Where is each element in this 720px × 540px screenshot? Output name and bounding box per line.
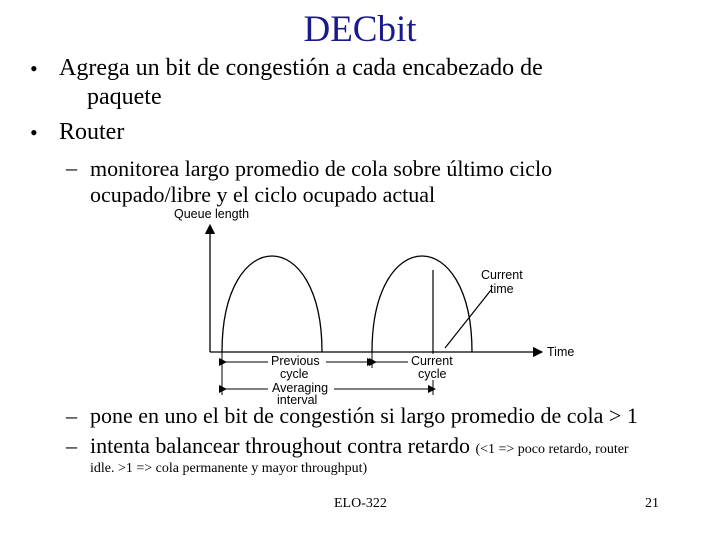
- sub-bullet-3-note: (<1 => poco retardo, router: [475, 442, 629, 457]
- bullet-2-text: Router: [59, 119, 125, 145]
- bullet-marker: •: [30, 56, 38, 81]
- current-cycle-label-1: Current: [411, 354, 453, 368]
- dash-marker: –: [66, 155, 77, 180]
- dash-marker: –: [66, 403, 77, 428]
- x-axis-label: Time: [547, 345, 575, 359]
- current-time-label-2: time: [490, 282, 514, 296]
- sub-bullet-2-text: pone en uno el bit de congestión si largo promedio de cola > 1: [90, 403, 638, 428]
- previous-cycle-label-2: cycle: [280, 367, 309, 381]
- dash-marker: –: [66, 433, 77, 458]
- slide-number: 21: [645, 496, 659, 511]
- slide-title: DECbit: [303, 9, 417, 50]
- current-time-label-1: Current: [481, 268, 523, 282]
- queue-cycle-curve-2: [372, 256, 472, 352]
- sub-bullet-1-line-1: monitorea largo promedio de cola sobre último ciclo: [90, 156, 553, 181]
- averaging-interval-label-1: Averaging: [272, 381, 329, 395]
- previous-cycle-label-1: Previous: [271, 354, 320, 368]
- averaging-interval-label-2: interval: [277, 393, 318, 407]
- bullet-1-line-1: Agrega un bit de congestión a cada encabezado de: [59, 55, 543, 81]
- current-cycle-label-2: cycle: [418, 367, 447, 381]
- footer-course-code: ELO-322: [334, 496, 387, 511]
- queue-cycle-curve-1: [222, 256, 322, 352]
- y-axis-label: Queue length: [174, 207, 250, 221]
- sub-bullet-1-line-2: ocupado/libre y el ciclo ocupado actual: [90, 182, 436, 207]
- bullet-1-line-2: paquete: [87, 84, 162, 110]
- sub-bullet-3-main: intenta balancear throughout contra retardo: [90, 433, 470, 458]
- sub-bullet-3-line-2: idle. >1 => cola permanente y mayor throughput): [90, 461, 368, 476]
- current-time-pointer: [445, 290, 491, 348]
- bullet-marker: •: [30, 120, 38, 145]
